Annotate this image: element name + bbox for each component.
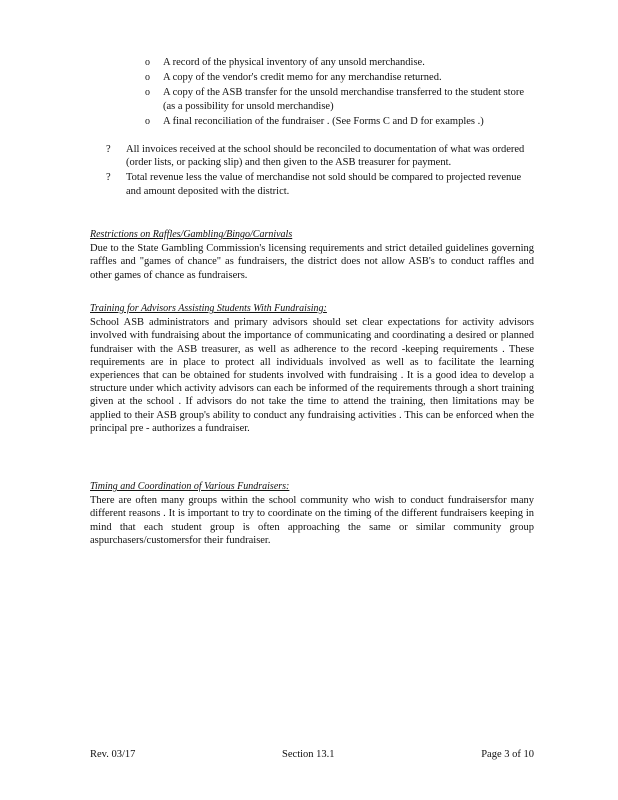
list-item [145, 56, 525, 69]
list-item [145, 86, 525, 112]
list-item [145, 71, 525, 84]
sub-item-text: A final reconciliation of the fundraiser . (See Forms C and D for examples .) [163, 115, 484, 127]
list-item [106, 143, 526, 169]
main-bullet-list [106, 143, 526, 200]
section-heading: Timing and Coordination of Various Fundraisers: [90, 481, 290, 492]
section-body: School ASB administrators and primary advisors should set clear expectations for activity advisors involved with fundraising about the importance of communicating and coordinating a desired or planned fundraiser with the ASB treasurer, as well as adherence to the record -keeping requirements . These requirements are in place to protect all individuals involved as well as to facilitate the learning experiences that can be obtained for students involved with fundraising . It is a good idea to develop a structure under which activity advisors can each be informed of the requirements through a short training given at the school . If advisors do not take the time to attend the training, then limitations may be applied to their ASB group's ability to conduct any fundraising activities . This can be enforced when the principal pre - authorizes a fundraiser. [90, 317, 534, 434]
section-heading: Restrictions on Raffles/Gambling/Bingo/Carnivals [90, 229, 293, 240]
footer-section: Section 13.1 [282, 749, 335, 760]
section-timing [90, 480, 534, 547]
section-training [90, 302, 534, 435]
circle-bullet-icon: o [145, 87, 150, 99]
main-item-text: Total revenue less the value of merchandise not sold should be compared to projected revenue and amount deposited with the district. [126, 172, 522, 197]
footer-revision: Rev. 03/17 [90, 749, 136, 760]
circle-bullet-icon: o [145, 72, 150, 84]
list-item [145, 115, 525, 128]
page-footer [90, 748, 534, 761]
section-body: Due to the State Gambling Commission's licensing requirements and strict detailed guidelines governing raffles and "games of chance" as fundraisers, the district does not allow ASB's to conduct raffles and other games of chance as fundraisers. [90, 243, 534, 281]
circle-bullet-icon: o [145, 115, 150, 127]
bullet-icon: ? [106, 144, 111, 155]
sub-item-text: A record of the physical inventory of any unsold merchandise. [163, 57, 425, 68]
main-item-text: All invoices received at the school should be reconciled to documentation of what was ordered (order lists, or packing slip) and then given to the ASB treasurer for payment. [126, 144, 525, 169]
section-heading: Training for Advisors Assisting Students With Fundraising: [90, 303, 327, 314]
sub-item-text: A copy of the ASB transfer for the unsold merchandise transferred to the student store (as a possibility for unsold merchandise) [163, 87, 524, 112]
sub-bullet-list [145, 56, 525, 130]
section-restrictions [90, 228, 534, 282]
circle-bullet-icon: o [145, 57, 150, 68]
list-item [106, 171, 526, 197]
footer-page-number: Page 3 of 10 [481, 749, 534, 760]
section-body: There are often many groups within the school community who wish to conduct fundraisersfor many different reasons . It is important to try to coordinate on the timing of the different fundraisers keeping in mind that each student group is often approaching the same or similar community group aspurchasers/customersfor their fundraiser. [90, 495, 534, 546]
bullet-icon: ? [106, 172, 111, 184]
sub-item-text: A copy of the vendor's credit memo for any merchandise returned. [163, 72, 442, 84]
